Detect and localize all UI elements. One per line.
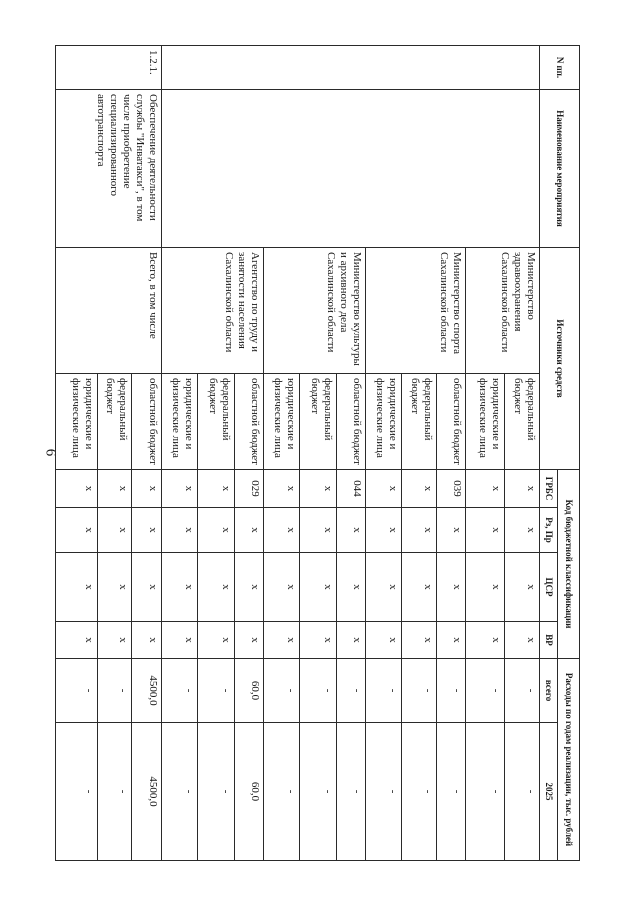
table-row	[132, 46, 161, 861]
grbs-cell: х	[401, 470, 436, 508]
cell-num-empty	[161, 46, 540, 90]
header-rzpr: Рз, Пр	[540, 508, 558, 553]
csr-cell: х	[97, 553, 131, 622]
source-name: юридические и физические лица	[263, 374, 300, 470]
rzpr-cell: х	[300, 508, 337, 553]
org-name: Всего, в том числе	[56, 248, 162, 374]
grbs-cell: 044	[336, 470, 365, 508]
csr-cell: х	[336, 553, 365, 622]
csr-cell: х	[466, 553, 505, 622]
y2025-cell: -	[300, 723, 337, 861]
vr-cell: х	[132, 622, 161, 659]
csr-cell: х	[504, 553, 539, 622]
org-name: Агентство по труду и занятости населения Сахалинской области	[161, 248, 263, 374]
item-number: 1.2.1.	[56, 46, 162, 90]
vr-cell: х	[466, 622, 505, 659]
source-name: федеральный бюджет	[198, 374, 235, 470]
vr-cell: х	[401, 622, 436, 659]
y2025-cell: -	[466, 723, 505, 861]
rzpr-cell: х	[198, 508, 235, 553]
org-name: Министерство спорта Сахалинской области	[366, 248, 466, 374]
y2025-cell: 4500,0	[132, 723, 161, 861]
header-vr: ВР	[540, 622, 558, 659]
source-name: федеральный бюджет	[401, 374, 436, 470]
grbs-cell: х	[97, 470, 131, 508]
total-cell: -	[161, 659, 198, 723]
total-cell: 4500,0	[132, 659, 161, 723]
total-cell: -	[97, 659, 131, 723]
total-cell: -	[401, 659, 436, 723]
total-cell: -	[466, 659, 505, 723]
csr-cell: х	[132, 553, 161, 622]
grbs-cell: х	[132, 470, 161, 508]
total-cell: -	[300, 659, 337, 723]
table-row	[504, 46, 539, 861]
y2025-cell: -	[198, 723, 235, 861]
total-cell: -	[366, 659, 401, 723]
header-code-group: Код бюджетной классификации	[558, 470, 580, 659]
vr-cell: х	[234, 622, 263, 659]
total-cell: -	[336, 659, 365, 723]
total-cell: -	[56, 659, 98, 723]
total-cell: -	[198, 659, 235, 723]
vr-cell: х	[336, 622, 365, 659]
grbs-cell: 039	[437, 470, 466, 508]
total-cell: -	[437, 659, 466, 723]
source-name: федеральный бюджет	[504, 374, 539, 470]
cell-name-empty	[161, 90, 540, 248]
y2025-cell: -	[56, 723, 98, 861]
y2025-cell: -	[161, 723, 198, 861]
y2025-cell: -	[504, 723, 539, 861]
source-name: юридические и физические лица	[161, 374, 198, 470]
header-total: всего	[540, 659, 558, 723]
rzpr-cell: х	[336, 508, 365, 553]
header-grbs: ГРБС	[540, 470, 558, 508]
source-name: юридические и физические лица	[366, 374, 401, 470]
rzpr-cell: х	[56, 508, 98, 553]
csr-cell: х	[161, 553, 198, 622]
rzpr-cell: х	[132, 508, 161, 553]
item-name: Обеспечение деятельности службы "Инватакси", в том числе приобретение специализированного автотранспорта	[56, 90, 162, 248]
rzpr-cell: х	[437, 508, 466, 553]
vr-cell: х	[97, 622, 131, 659]
header-sources: Источники средств	[540, 248, 580, 470]
y2025-cell: -	[401, 723, 436, 861]
grbs-cell: х	[504, 470, 539, 508]
grbs-cell: х	[366, 470, 401, 508]
source-name: федеральный бюджет	[97, 374, 131, 470]
csr-cell: х	[401, 553, 436, 622]
source-name: юридические и физические лица	[56, 374, 98, 470]
csr-cell: х	[56, 553, 98, 622]
header-name: Наименование мероприятия	[540, 90, 580, 248]
header-2025: 2025	[540, 723, 558, 861]
source-name: областной бюджет	[336, 374, 365, 470]
grbs-cell: 029	[234, 470, 263, 508]
source-name: областной бюджет	[437, 374, 466, 470]
vr-cell: х	[504, 622, 539, 659]
csr-cell: х	[234, 553, 263, 622]
y2025-cell: -	[263, 723, 300, 861]
vr-cell: х	[161, 622, 198, 659]
rzpr-cell: х	[366, 508, 401, 553]
rzpr-cell: х	[504, 508, 539, 553]
rotated-document	[55, 45, 580, 860]
org-name: Министерство культуры и архивного дела Сахалинской области	[263, 248, 365, 374]
y2025-cell: -	[437, 723, 466, 861]
vr-cell: х	[263, 622, 300, 659]
rzpr-cell: х	[97, 508, 131, 553]
csr-cell: х	[437, 553, 466, 622]
grbs-cell: х	[300, 470, 337, 508]
header-csr: ЦСР	[540, 553, 558, 622]
source-name: юридические и физические лица	[466, 374, 505, 470]
y2025-cell: -	[366, 723, 401, 861]
vr-cell: х	[300, 622, 337, 659]
rzpr-cell: х	[263, 508, 300, 553]
source-name: областной бюджет	[132, 374, 161, 470]
org-name: Министерство здравоохранения Сахалинской области	[466, 248, 540, 374]
csr-cell: х	[300, 553, 337, 622]
csr-cell: х	[263, 553, 300, 622]
grbs-cell: х	[198, 470, 235, 508]
rzpr-cell: х	[234, 508, 263, 553]
y2025-cell: -	[97, 723, 131, 861]
vr-cell: х	[56, 622, 98, 659]
page-number: 6	[42, 448, 59, 457]
source-name: федеральный бюджет	[300, 374, 337, 470]
grbs-cell: х	[56, 470, 98, 508]
rzpr-cell: х	[401, 508, 436, 553]
csr-cell: х	[366, 553, 401, 622]
header-num: N пп.	[540, 46, 580, 90]
vr-cell: х	[198, 622, 235, 659]
grbs-cell: х	[161, 470, 198, 508]
header-expenses-group: Расходы по годам реализации, тыс. рублей	[558, 659, 580, 861]
total-cell: -	[504, 659, 539, 723]
budget-table	[55, 45, 580, 861]
csr-cell: х	[198, 553, 235, 622]
vr-cell: х	[366, 622, 401, 659]
source-name: областной бюджет	[234, 374, 263, 470]
rzpr-cell: х	[466, 508, 505, 553]
y2025-cell: 60,0	[234, 723, 263, 861]
total-cell: 60,0	[234, 659, 263, 723]
grbs-cell: х	[263, 470, 300, 508]
rzpr-cell: х	[161, 508, 198, 553]
vr-cell: х	[437, 622, 466, 659]
y2025-cell: -	[336, 723, 365, 861]
grbs-cell: х	[466, 470, 505, 508]
total-cell: -	[263, 659, 300, 723]
